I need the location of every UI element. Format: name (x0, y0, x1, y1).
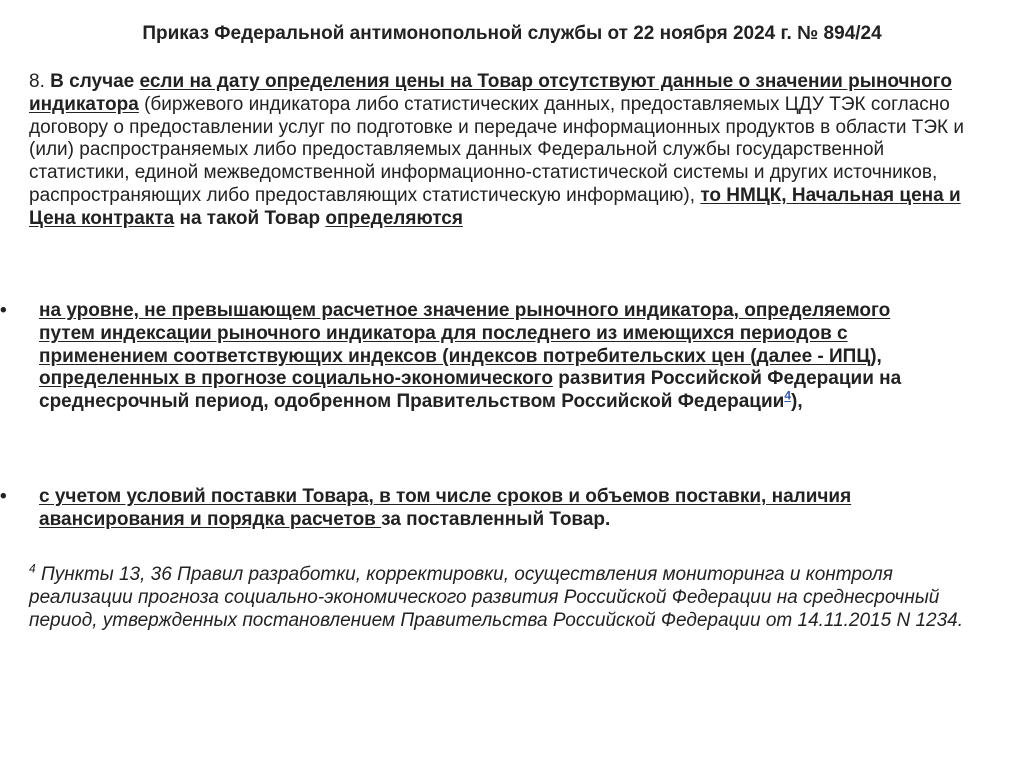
clause-verb-text: определяются (325, 207, 463, 229)
bullet-underlined-text: с учетом условий поставки Товара, в том числе сроков и объемов поставки, наличия авансирования и порядка расчетов (39, 486, 852, 530)
bullet-end-text: ), (791, 391, 803, 413)
bullet-plain-text: развития Российской Федерации на среднесрочный период, одобренном Правительством Российской Федерации (39, 368, 902, 413)
footnote-number: 4 (29, 561, 36, 576)
page-title: Приказ Федеральной антимонопольной службы от 22 ноября 2024 г. № 894/24 (142, 23, 882, 44)
clause-condition-text: если на дату определения цены на Товар отсутствуют данные о значении рыночного индикатора (29, 71, 952, 115)
bullet-marker: • (0, 486, 7, 507)
clause-number: 8. (29, 71, 51, 92)
bullet-text (39, 486, 944, 532)
bullet-plain-text: за поставленный Товар (381, 508, 606, 530)
clause-subject-text: то НМЦК, Начальная цена и Цена контракта (29, 184, 961, 229)
footnote-text: Пункты 13, 36 Правил разработки, корректировки, осуществления мониторинга и контроля реализации прогноза социально-экономического развития Российской Федерации на среднесрочный период, утвержденных постановлением Правительства Российской Федерации от 14.11.2015 N 1234. (29, 564, 964, 631)
clause-8-paragraph (29, 71, 989, 231)
bullet-end-text: . (605, 508, 611, 530)
clause-lead-text: В случае (50, 71, 135, 92)
clause-parenthetical-text: (биржевого индикатора либо статистических данных, предоставляемых ЦДУ ТЭК согласно договору о предоставлении услуг по подготовке и передаче информационных продуктов в области ТЭК и (или) распространяемых либо предоставляемых данных Федеральной службы государственной статистики, единой межведомственной информационно-статистической системы и других источников, распространяющих либо предоставляющих статистическую информацию), (29, 93, 965, 206)
clause-object-text: на такой Товар (174, 207, 326, 229)
footnote (29, 563, 999, 632)
footnote-ref-link[interactable]: 4 (784, 388, 792, 403)
bullet-text (39, 300, 944, 414)
bullet-marker: • (0, 300, 7, 321)
bullet-underlined-text: на уровне, не превышающем расчетное значение рыночного индикатора, определяемого путем индексации рыночного индикатора для последнего из имеющихся периодов с применением соответствующих индексов (индексов потребительских цен (далее - ИПЦ), определенных в прогнозе социально-экономического (39, 300, 891, 390)
